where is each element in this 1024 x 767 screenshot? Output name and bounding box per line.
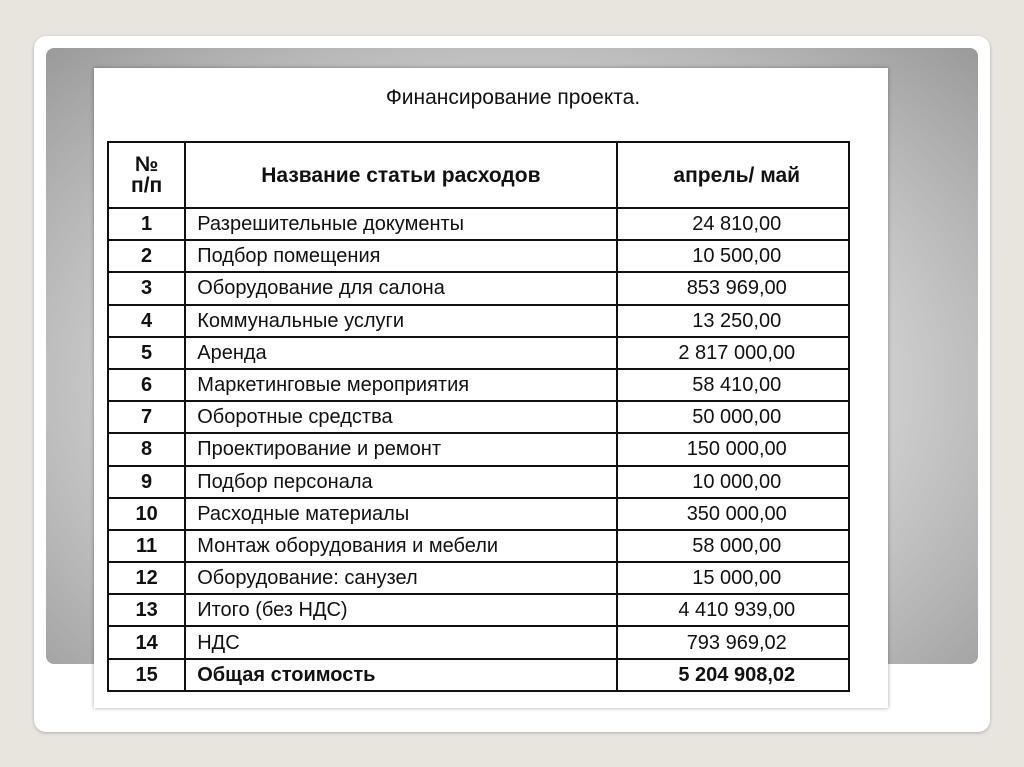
row-number: 8 [108,433,185,465]
row-amount: 2 817 000,00 [617,337,850,369]
row-amount: 24 810,00 [617,208,850,240]
header-number [108,142,185,208]
table-row [108,305,849,337]
row-amount: 13 250,00 [617,305,850,337]
row-amount: 58 410,00 [617,369,850,401]
row-expense-name: НДС [185,626,616,658]
row-expense-name: Коммунальные услуги [185,305,616,337]
budget-table [107,141,850,692]
row-amount: 350 000,00 [617,498,850,530]
row-number: 7 [108,401,185,433]
row-expense-name: Подбор персонала [185,466,616,498]
table-row [108,272,849,304]
row-expense-name: Монтаж оборудования и мебели [185,530,616,562]
row-amount: 50 000,00 [617,401,850,433]
table-header-row [108,142,849,208]
row-expense-name: Общая стоимость [185,659,616,691]
table-row [108,594,849,626]
row-amount: 15 000,00 [617,562,850,594]
row-amount: 4 410 939,00 [617,594,850,626]
table-row [108,337,849,369]
row-amount: 150 000,00 [617,433,850,465]
table-row [108,659,849,691]
document-sheet [94,68,888,708]
row-number: 14 [108,626,185,658]
row-expense-name: Оборудование: санузел [185,562,616,594]
row-expense-name: Итого (без НДС) [185,594,616,626]
document-title: Финансирование проекта. [385,86,641,109]
table-row [108,240,849,272]
row-amount: 10 500,00 [617,240,850,272]
table-row [108,498,849,530]
row-amount: 5 204 908,02 [617,659,850,691]
header-expense-name: Название статьи расходов [185,142,616,208]
row-expense-name: Подбор помещения [185,240,616,272]
table-row [108,433,849,465]
row-number: 5 [108,337,185,369]
table-row [108,466,849,498]
row-expense-name: Оборудование для салона [185,272,616,304]
row-number: 2 [108,240,185,272]
table-row [108,530,849,562]
row-expense-name: Проектирование и ремонт [185,433,616,465]
row-amount: 853 969,00 [617,272,850,304]
table-row [108,401,849,433]
row-expense-name: Аренда [185,337,616,369]
table-row [108,626,849,658]
row-number: 4 [108,305,185,337]
row-amount: 58 000,00 [617,530,850,562]
row-expense-name: Оборотные средства [185,401,616,433]
header-period: апрель/ май [617,142,850,208]
row-number: 1 [108,208,185,240]
row-number: 13 [108,594,185,626]
header-number-line1: № [134,153,159,176]
row-number: 6 [108,369,185,401]
table-row [108,208,849,240]
row-number: 3 [108,272,185,304]
header-number-line2: п/п [131,174,163,197]
row-number: 15 [108,659,185,691]
row-number: 11 [108,530,185,562]
row-number: 12 [108,562,185,594]
table-row [108,369,849,401]
table-body [108,208,849,691]
row-expense-name: Разрешительные документы [185,208,616,240]
table-row [108,562,849,594]
row-expense-name: Маркетинговые мероприятия [185,369,616,401]
row-amount: 793 969,02 [617,626,850,658]
row-expense-name: Расходные материалы [185,498,616,530]
row-number: 9 [108,466,185,498]
row-number: 10 [108,498,185,530]
row-amount: 10 000,00 [617,466,850,498]
